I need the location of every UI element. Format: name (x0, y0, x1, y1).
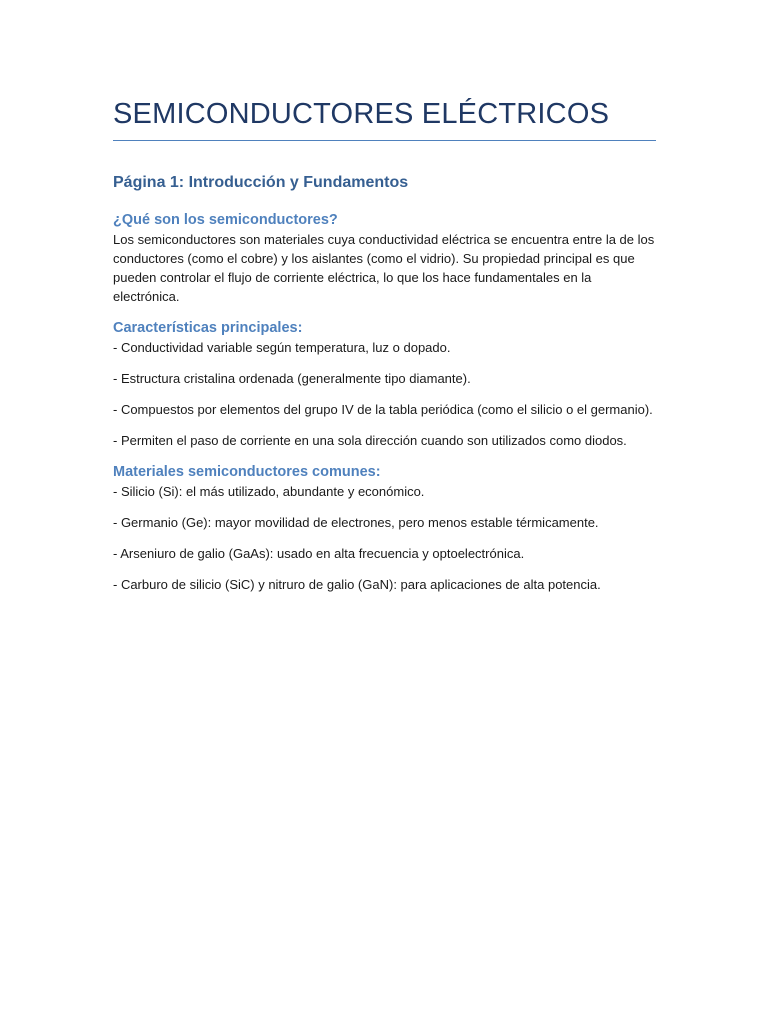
list-item: - Permiten el paso de corriente en una sola dirección cuando son utilizados como diodos. (113, 433, 627, 448)
list-item: - Silicio (Si): el más utilizado, abundante y económico. (113, 484, 425, 499)
list-item: - Germanio (Ge): mayor movilidad de electrones, pero menos estable térmicamente. (113, 515, 599, 530)
title-divider (113, 140, 656, 141)
document-content (113, 96, 656, 606)
document-title: SEMICONDUCTORES ELÉCTRICOS (113, 98, 610, 130)
section-heading: Características principales: (113, 320, 303, 336)
characteristics-list (113, 338, 656, 450)
section-heading: ¿Qué son los semiconductores? (113, 212, 338, 228)
list-item: - Arseniuro de galio (GaAs): usado en alta frecuencia y optoelectrónica. (113, 546, 525, 561)
section-what-are-semiconductors (113, 210, 656, 306)
page-heading: Página 1: Introducción y Fundamentos (113, 174, 409, 191)
list-item: - Carburo de silicio (SiC) y nitruro de galio (GaN): para aplicaciones de alta potencia. (113, 577, 601, 592)
list-item: - Estructura cristalina ordenada (generalmente tipo diamante). (113, 371, 471, 386)
section-paragraph: Los semiconductores son materiales cuya conductividad eléctrica se encuentra entre la de los conductores (como el cobre) y los aislantes (como el vidrio). Su propiedad principal es que pueden controlar el flujo de corriente eléctrica, lo que los hace fundamentales en la electrónica. (113, 232, 655, 304)
materials-list (113, 482, 656, 594)
section-main-characteristics (113, 318, 656, 450)
list-item: - Compuestos por elementos del grupo IV de la tabla periódica (como el silicio o el germanio). (113, 402, 653, 417)
section-heading: Materiales semiconductores comunes: (113, 464, 381, 480)
list-item: - Conductividad variable según temperatura, luz o dopado. (113, 340, 451, 355)
section-common-materials (113, 462, 656, 594)
